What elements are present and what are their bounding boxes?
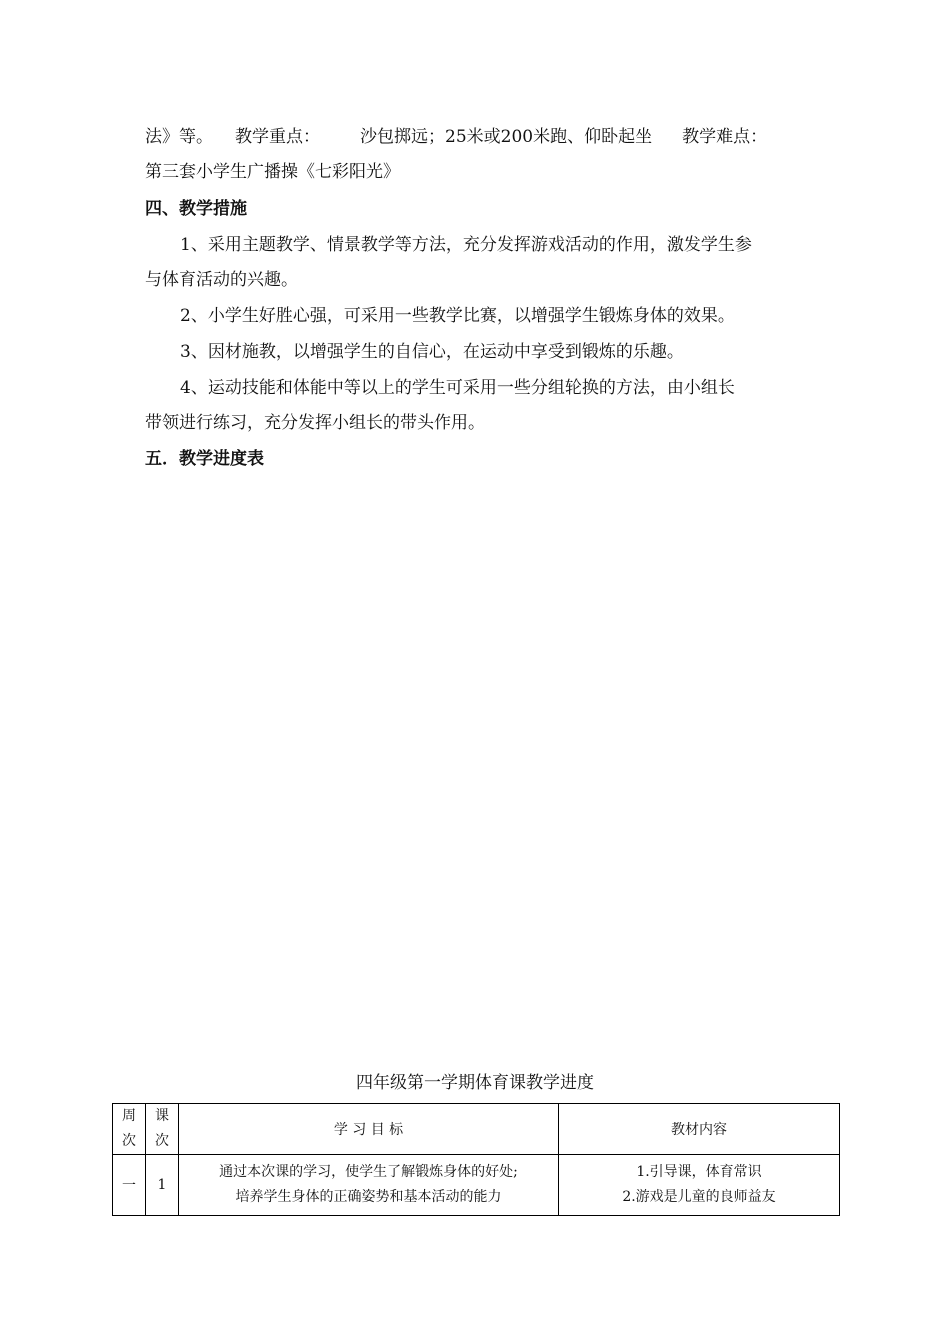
cell-goal (179, 1155, 559, 1216)
header-week-bottom: 次 (122, 1133, 136, 1149)
cell-lesson: 1 (146, 1155, 179, 1216)
header-week-top: 周 (122, 1108, 136, 1124)
measure-2: 2、小学生好胜心强，可采用一些教学比赛，以增强学生锻炼身体的效果。 (180, 306, 735, 326)
line1-prefix: 法》等。 (145, 127, 213, 147)
table-header-row (113, 1104, 840, 1155)
section-5-heading: 五．教学进度表 (145, 449, 264, 469)
key-points-text: 沙包掷远；25米或200米跑、仰卧起坐 (360, 127, 653, 147)
measure-1-line-1: 1、采用主题教学、情景教学等方法，充分发挥游戏活动的作用，激发学生参 (180, 235, 752, 255)
goal-line-1: 通过本次课的学习，使学生了解锻炼身体的好处; (219, 1164, 518, 1180)
paragraph-line-broadcast: 第三套小学生广播操《七彩阳光》 (145, 162, 400, 182)
key-points-label: 教学重点： (235, 127, 320, 147)
teaching-progress-table (112, 1103, 840, 1216)
content-line-1: 1.引导课，体育常识 (636, 1164, 762, 1180)
difficult-points-label: 教学难点： (682, 127, 768, 147)
measure-4-line-1: 4、运动技能和体能中等以上的学生可采用一些分组轮换的方法，由小组长 (180, 378, 735, 398)
measure-3: 3、因材施教，以增强学生的自信心，在运动中享受到锻炼的乐趣。 (180, 342, 684, 362)
header-lesson-top: 课 (155, 1108, 169, 1124)
header-content-label: 教材内容 (671, 1122, 727, 1138)
header-content (559, 1104, 840, 1155)
section-4-heading: 四、教学措施 (145, 199, 247, 219)
header-lesson-bottom: 次 (155, 1133, 169, 1149)
table-row (113, 1155, 840, 1216)
cell-content (559, 1155, 840, 1216)
header-week (113, 1104, 146, 1155)
content-line-2: 2.游戏是儿童的良师益友 (622, 1189, 776, 1205)
measure-4-line-2: 带领进行练习，充分发挥小组长的带头作用。 (145, 413, 485, 433)
header-lesson (146, 1104, 179, 1155)
header-goal-label: 学 习 目 标 (333, 1122, 404, 1138)
measure-1-line-2: 与体育活动的兴趣。 (145, 270, 298, 290)
table-title: 四年级第一学期体育课教学进度 (356, 1073, 594, 1093)
paragraph-line-key-points (145, 126, 767, 148)
goal-line-2: 培养学生身体的正确姿势和基本活动的能力 (235, 1189, 502, 1205)
header-goal (179, 1104, 559, 1155)
cell-week: 一 (113, 1155, 146, 1216)
